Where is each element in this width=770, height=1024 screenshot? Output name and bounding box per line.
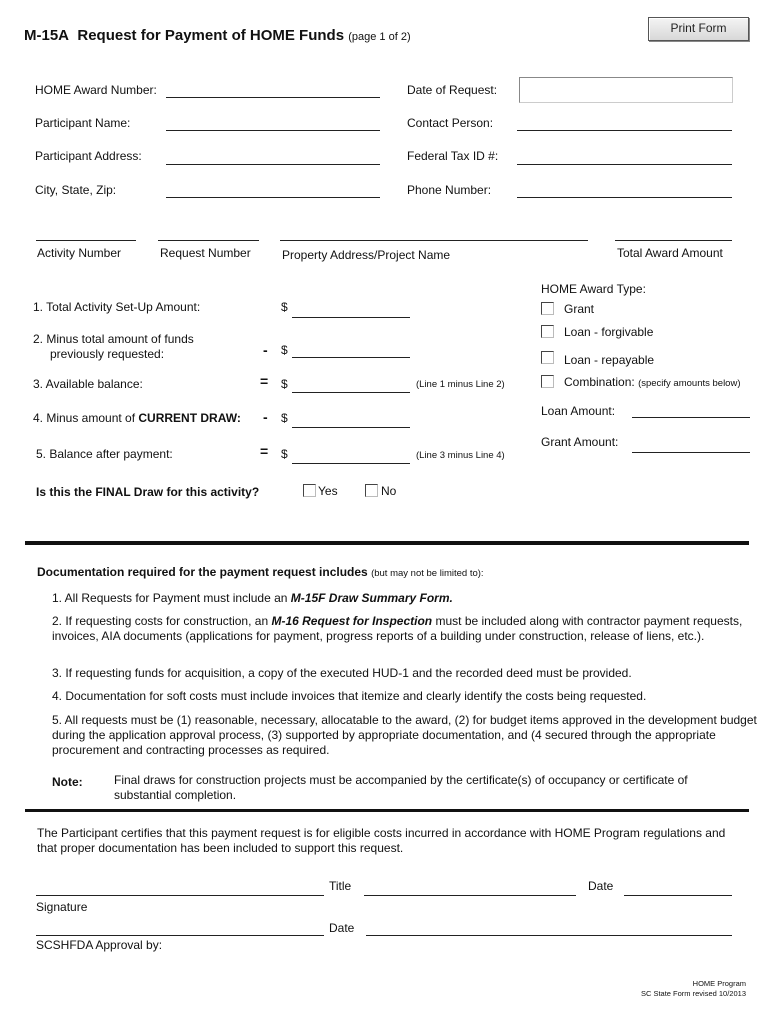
city-state-zip-label: City, State, Zip: (35, 183, 117, 197)
line3-note: (Line 1 minus Line 2) (416, 379, 505, 390)
loan-amount-label: Loan Amount: (541, 404, 616, 418)
final-draw-no-checkbox[interactable] (365, 484, 378, 497)
minus-sign: - (263, 342, 268, 358)
city-state-zip-field[interactable] (166, 197, 380, 198)
combination-note: (specify amounts below) (638, 378, 741, 389)
award-number-field[interactable] (166, 97, 380, 98)
approval-label: SCSHFDA Approval by: (36, 938, 163, 952)
line1-amount-field[interactable] (292, 317, 410, 318)
dollar-sign: $ (281, 411, 288, 425)
date-of-request-field[interactable] (519, 77, 733, 103)
line2-amount-field[interactable] (292, 357, 410, 358)
phone-number-field[interactable] (517, 197, 732, 198)
equals-sign: = (260, 443, 269, 459)
property-address-field[interactable] (280, 240, 588, 241)
contact-person-field[interactable] (517, 130, 732, 131)
activity-number-label: Activity Number (37, 246, 122, 260)
final-draw-yes-checkbox[interactable] (303, 484, 316, 497)
final-draw-no-label: No (381, 484, 397, 498)
loan-amount-field[interactable] (632, 417, 750, 418)
dollar-sign: $ (281, 300, 288, 314)
doc-item-5: 5. All requests must be (1) reasonable, necessary, allocatable to the award, (2) for budget items approved in the development budget during the application approval process, (3) supported by appropriate documentation, and (4 secured through the appropriate procurement and contracting processes as required. (52, 713, 757, 757)
title-field[interactable] (364, 895, 576, 896)
form-id: M-15A (24, 27, 70, 44)
line5-amount-field[interactable] (292, 463, 410, 464)
footer-program: HOME Program (692, 979, 746, 988)
date-field[interactable] (624, 895, 732, 896)
section-divider (25, 541, 749, 545)
line5-label: 5. Balance after payment: (36, 447, 173, 461)
footer-revision: SC State Form revised 10/2013 (640, 989, 746, 998)
phone-number-label: Phone Number: (407, 183, 492, 197)
print-form-button[interactable]: Print Form (648, 17, 749, 41)
participant-name-field[interactable] (166, 130, 380, 131)
page-info: (page 1 of 2) (348, 31, 411, 43)
participant-name-label: Participant Name: (35, 116, 131, 130)
loan-repayable-checkbox[interactable] (541, 351, 554, 364)
dollar-sign: $ (281, 447, 288, 461)
grant-amount-label: Grant Amount: (541, 435, 619, 449)
line2-label-cont: previously requested: (50, 347, 165, 361)
line3-amount-field[interactable] (292, 392, 410, 393)
property-address-label: Property Address/Project Name (282, 248, 451, 262)
loan-forgivable-label: Loan - forgivable (564, 325, 654, 339)
line5-note: (Line 3 minus Line 4) (416, 450, 505, 461)
note-label: Note: (52, 775, 83, 789)
signature-field[interactable] (36, 895, 324, 896)
doc-item-4: 4. Documentation for soft costs must include invoices that itemize and clearly identify the costs being requested. (52, 689, 647, 703)
combination-checkbox[interactable] (541, 375, 554, 388)
approval-date-label: Date (329, 921, 355, 935)
line1-label: 1. Total Activity Set-Up Amount: (33, 300, 201, 314)
form-title: Request for Payment of HOME Funds (77, 27, 345, 44)
date-of-request-label: Date of Request: (407, 83, 498, 97)
minus-sign: - (263, 409, 268, 425)
participant-address-field[interactable] (166, 164, 380, 165)
line2-label: 2. Minus total amount of funds (33, 332, 194, 346)
line3-label: 3. Available balance: (33, 377, 143, 391)
participant-address-label: Participant Address: (35, 149, 142, 163)
grant-checkbox[interactable] (541, 302, 554, 315)
combination-label: Combination: (specify amounts below) (564, 375, 741, 389)
dollar-sign: $ (281, 377, 288, 391)
page-title (24, 27, 411, 44)
activity-number-field[interactable] (36, 240, 136, 241)
note-text: Final draws for construction projects must be accompanied by the certificate(s) of occupancy or certificate of substantial completion. (114, 773, 688, 802)
line4-amount-field[interactable] (292, 427, 410, 428)
federal-tax-id-label: Federal Tax ID #: (407, 149, 499, 163)
award-type-heading: HOME Award Type: (541, 282, 646, 296)
documentation-heading: Documentation required for the payment request includes (but may not be limited to): (37, 565, 484, 579)
date-label: Date (588, 879, 614, 893)
signature-label: Signature (36, 900, 88, 914)
final-draw-yes-label: Yes (318, 484, 338, 498)
grant-label: Grant (564, 302, 595, 316)
doc-item-3: 3. If requesting funds for acquisition, a copy of the executed HUD-1 and the recorded deed must be provided. (52, 666, 632, 680)
request-number-field[interactable] (158, 240, 259, 241)
total-award-amount-field[interactable] (615, 240, 732, 241)
title-label: Title (329, 879, 352, 893)
section-divider (25, 809, 749, 812)
final-draw-question: Is this the FINAL Draw for this activity? (36, 485, 260, 499)
doc-item-1: 1. All Requests for Payment must include an M-15F Draw Summary Form. (52, 591, 453, 605)
certification-text: The Participant certifies that this payment request is for eligible costs incurred in accordance with HOME Program regulations and that proper documentation has been included to support this request. (37, 826, 726, 855)
loan-forgivable-checkbox[interactable] (541, 325, 554, 338)
federal-tax-id-field[interactable] (517, 164, 732, 165)
approval-signature-field[interactable] (36, 935, 324, 936)
request-number-label: Request Number (160, 246, 251, 260)
line4-label: 4. Minus amount of CURRENT DRAW: (33, 411, 241, 425)
approval-date-field[interactable] (366, 935, 732, 936)
equals-sign: = (260, 373, 269, 389)
total-award-amount-label: Total Award Amount (617, 246, 723, 260)
loan-repayable-label: Loan - repayable (564, 353, 655, 367)
dollar-sign: $ (281, 343, 288, 357)
doc-item-2: 2. If requesting costs for construction, an M-16 Request for Inspection must be included along with contractor payment requests, invoices, AIA documents (applications for payment, progress reports of a building under construction, release of liens, etc.). (52, 614, 743, 643)
grant-amount-field[interactable] (632, 452, 750, 453)
award-number-label: HOME Award Number: (35, 83, 157, 97)
contact-person-label: Contact Person: (407, 116, 494, 130)
